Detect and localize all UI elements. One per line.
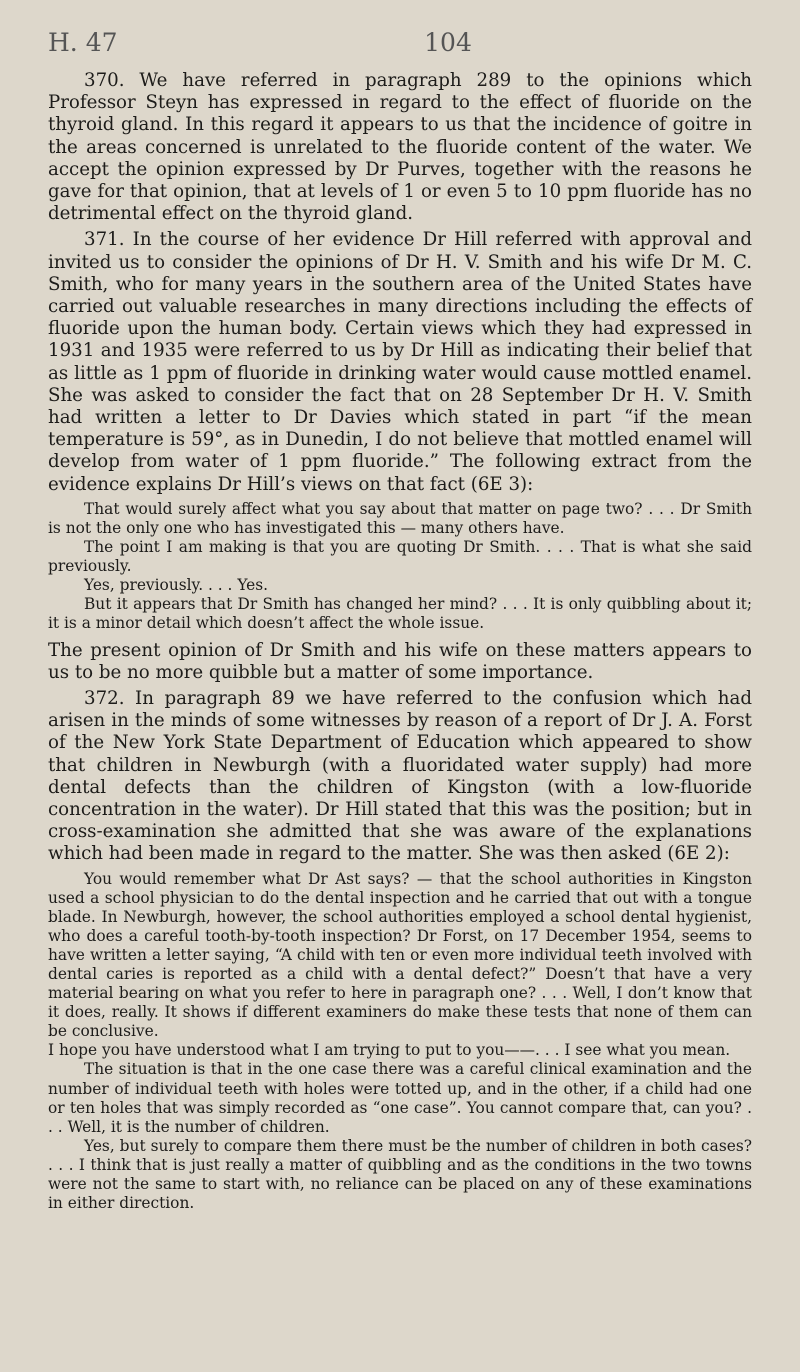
page-number: 104	[424, 28, 472, 57]
document-body	[48, 70, 752, 1213]
paragraph-371: 371. In the course of her evidence Dr Hill referred with approval and invited us to consider the opinions of Dr H. V. Smith and his wife Dr M. C. Smith, who for many years in the southern area of the United States have carried out valuable researches in many directions including the effects of fluoride upon the human body. Certain views which they had expressed in 1931 and 1935 were referred to us by Dr Hill as indicating their belief that as little as 1 ppm of fluoride in drinking water would cause mottled enamel. She was asked to consider the fact that on 28 September Dr H. V. Smith had written a letter to Dr Davies which stated in part “if the mean temperature is 59°, as in Dunedin, I do not believe that mottled enamel will develop from water of 1 ppm fluoride.” The following extract from the evidence explains Dr Hill’s views on that fact (6E 3):	[48, 229, 752, 495]
extract-line: I hope you have understood what I am trying to put to you——. . . I see what you mean.	[48, 1041, 731, 1060]
extract-line: The situation is that in the one case there was a careful clinical examination and the number of individual teeth with holes were totted up, and in the other, if a child had one or ten holes that was simply recorded as “one case”. You cannot compare that, can you? . . . Well, it is the number of children.	[48, 1060, 752, 1136]
extract-line: Yes, but surely to compare them there must be the number of children in both cases? . . . I think that is just really a matter of quibbling and as the conditions in the two towns were not the same to start with, no reliance can be placed on any of these examinations in either direction.	[48, 1136, 752, 1213]
extract-line: That would surely affect what you say about that matter on page two? . . . Dr Smith is not the only one who has investigated this — many others have.	[48, 499, 752, 537]
paragraph-371-conclusion: The present opinion of Dr Smith and his wife on these matters appears to us to be no more quibble but a matter of some importance.	[48, 639, 752, 683]
paragraph-370: 370. We have referred in paragraph 289 to the opinions which Professor Steyn has expressed in regard to the effect of fluoride on the thyroid gland. In this regard it appears to us that the incidence of goitre in the areas concerned is unrelated to the fluoride content of the water. We accept the opinion expressed by Dr Purves, together with the reasons he gave for that opinion, that at levels of 1 or even 5 to 10 ppm fluoride has no detrimental effect on the thyroid gland.	[48, 70, 752, 225]
paragraph-372: 372. In paragraph 89 we have referred to the confusion which had arisen in the minds of some witnesses by reason of a report of Dr J. A. Forst of the New York State Department of Education which appeared to show that children in Newburgh (with a fluoridated water supply) had more dental defects than the children of Kingston (with a low-fluoride concentration in the water). Dr Hill stated that this was the position; but in cross-examination she admitted that she was aware of the explanations which had been made in regard to the matter. She was then asked (6E 2):	[48, 687, 752, 865]
evidence-extract-6e3	[48, 500, 752, 634]
extract-line: The point I am making is that you are quoting Dr Smith. . . . That is what she said previously.	[48, 538, 752, 576]
evidence-extract-6e2	[48, 870, 752, 1214]
extract-line: Yes, previously. . . . Yes.	[84, 576, 269, 595]
document-reference: H. 47	[48, 28, 118, 57]
page-header	[48, 24, 752, 70]
extract-line: But it appears that Dr Smith has changed her mind? . . . It is only quibbling about it; it is a minor detail which doesn’t affect the whole issue.	[48, 595, 752, 633]
extract-line: You would remember what Dr Ast says? — that the school authorities in Kingston used a school physician to do the dental inspection and he carried that out with a tongue blade. In Newburgh, however, the school authorities employed a school dental hygienist, who does a careful tooth-by-tooth inspection? Dr Forst, on 17 December 1954, seems to have written a letter saying, “A child with ten or even more individual teeth involved with dental caries is reported as a child with a dental defect?” Doesn’t that have a very material bearing on what you refer to here in paragraph one? . . . Well, I don’t know that it does, really. It shows if different examiners do make these tests that none of them can be conclusive.	[48, 869, 752, 1041]
